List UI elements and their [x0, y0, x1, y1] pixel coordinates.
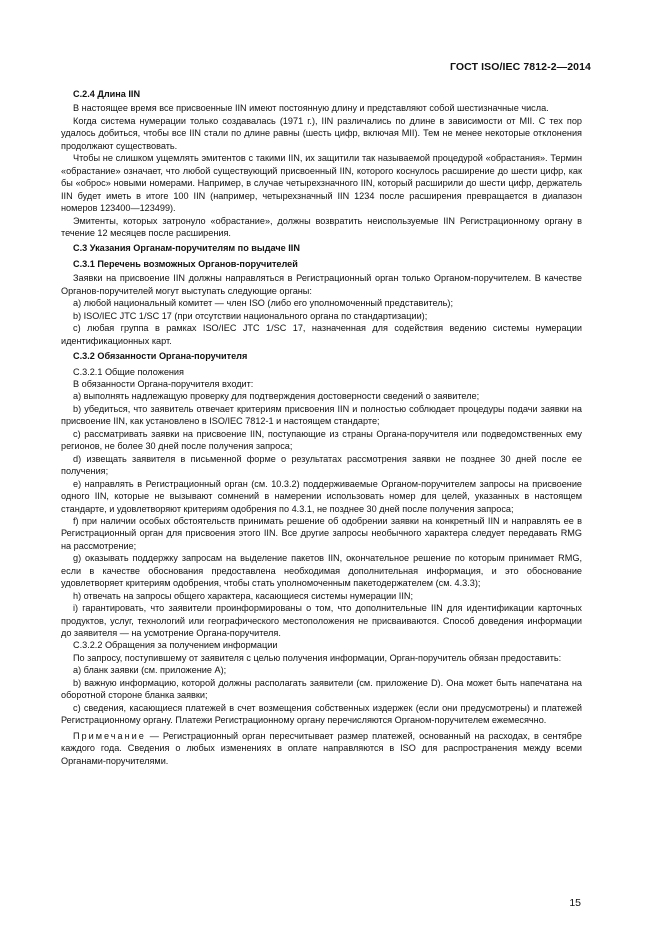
section-c321-title: С.3.2.1 Общие положения: [73, 366, 184, 377]
list-item: a) выполнять надлежащую проверку для подтверждения достоверности сведений о заявителе;: [73, 391, 480, 402]
section-c24-title: С.2.4 Длина IIN: [73, 89, 141, 99]
list-item: h) отвечать на запросы общего характера, касающиеся системы нумерации IIN;: [73, 590, 413, 601]
list-item: f) при наличии особых обстоятельств принимать решение об одобрении заявки на конкретный IIN и направлять ее в Регистрационный орган для присвоения этого IIN. Все другие запросы необычного характера следует передавать RMG на рассмотрение;: [61, 515, 582, 551]
standard-code-header: ГОСТ ISO/IEC 7812-2—2014: [449, 61, 591, 73]
note: [61, 730, 582, 767]
section-c32-title: С.3.2 Обязанности Органа-поручителя: [73, 351, 248, 362]
list-item: a) бланк заявки (см. приложение А);: [73, 665, 227, 676]
section-c31-title: С.3.1 Перечень возможных Органов-поручителей: [73, 258, 298, 269]
paragraph: По запросу, поступившему от заявителя с целью получения информации, Орган-поручитель обязан предоставить:: [73, 652, 562, 663]
document-body: [61, 88, 582, 767]
list-item: c) любая группа в рамках ISO/IEC JTC 1/SC 17, назначенная для содействия ведению системы нумерации идентификационных карт.: [61, 323, 582, 346]
paragraph: Эмитенты, которых затронуло «обрастание», должны возвратить неиспользуемые IIN Регистрационному органу в течение 12 месяцев после расширения.: [61, 215, 582, 238]
list-item: b) ISO/IEC JTC 1/SC 17 (при отсутствии национального органа по стандартизации);: [73, 310, 428, 321]
paragraph: В обязанности Органа-поручителя входит:: [73, 378, 254, 389]
list-item: g) оказывать поддержку запросам на выделение пакетов IIN, окончательное решение по которым принимает RMG, если в качестве обоснования предоставлена необходимая дополнительная информация, и это обоснование удовлетворяет критериям одобрения, чтобы стать уполномоченным пакетодержателем (см. 4.3.3);: [61, 553, 582, 589]
list-item: e) направлять в Регистрационный орган (см. 10.3.2) поддерживаемые Органом-поручителем запросы на присвоение одного IIN, которые не вызывают сомнений в намерении использовать номер для целей, указанных в настоящем стандарте, и удовлетворяют критериям одобрения по 4.3.1, не позднее 30 дней после получения запроса;: [61, 478, 582, 514]
paragraph: Чтобы не слишком ущемлять эмитентов с такими IIN, их защитили так называемой процедурой «обрастания». Термин «обрастание» означает, что любой существующий присвоенный IIN, которого коснулось расширение до шести цифр, как бы «оброс» новыми номерами. Например, в случае четырехзначного IIN, который расширили до шести цифр, держатель IIN будет иметь в итоге 100 IIN (например, четырехзначный IIN 1234 после расширения превращается в диапазон номеров 123400—123499).: [61, 153, 582, 214]
paragraph: В настоящее время все присвоенные IIN имеют постоянную длину и представляют собой шестизначные числа.: [73, 103, 549, 114]
list-item: b) убедиться, что заявитель отвечает критериям присвоения IIN и полностью соблюдает процедуры подачи заявки на присвоение IIN, как установлено в ISO/IEC 7812-1 и настоящем стандарте;: [61, 403, 582, 427]
list-item: c) рассматривать заявки на присвоение IIN, поступающие из страны Органа-поручителя или подведомственных ему регионов, не более 30 дней после получения запроса;: [61, 428, 582, 452]
list-item: d) извещать заявителя в письменной форме о результатах рассмотрения заявки не позднее 30 дней после ее получения;: [61, 453, 582, 477]
list-item: i) гарантировать, что заявители проинформированы о том, что дополнительные IIN для идентификации карточных продуктов, услуг, технологий или географического местоположения не присваиваются. Способ доведения информации до заявителя — на усмотрение Органа-поручителя.: [61, 603, 582, 639]
list-item: c) сведения, касающиеся платежей в счет возмещения собственных издержек (если они предусмотрены) и платежей Регистрационному органу. Платежи Регистрационному органу перечисляются Органом-поручителем ежемесячно.: [61, 702, 582, 726]
paragraph: Заявки на присвоение IIN должны направляться в Регистрационный орган только Органом-поручителем. В качестве Органов-поручителей могут выступать следующие органы:: [61, 273, 582, 296]
paragraph: Когда система нумерации только создавалась (1971 г.), IIN различались по длине в зависимости от MII. С тех пор удалось добиться, чтобы все IIN стали по длине равны (шесть цифр, включая MII). Тем не менее некоторые отклонения продолжают существовать.: [61, 115, 582, 151]
note-label: Примечание: [73, 730, 146, 741]
list-item: a) любой национальный комитет — член ISO (либо его уполномоченный представитель);: [73, 298, 453, 309]
list-item: b) важную информацию, которой должны располагать заявители (см. приложение D). Она может быть напечатана на оборотной стороне бланка заявки;: [61, 677, 582, 701]
section-c3-title: С.3 Указания Органам-поручителям по выдаче IIN: [73, 243, 300, 254]
page-number: 15: [569, 897, 581, 909]
note-text: — Регистрационный орган пересчитывает размер платежей, основанный на расходах, в сентябре каждого года. Сведения о любых изменениях в оплате направляются в ISO для распространения между всеми Органами-поручителями.: [61, 730, 582, 766]
section-c322-title: С.3.2.2 Обращения за получением информации: [73, 640, 278, 651]
